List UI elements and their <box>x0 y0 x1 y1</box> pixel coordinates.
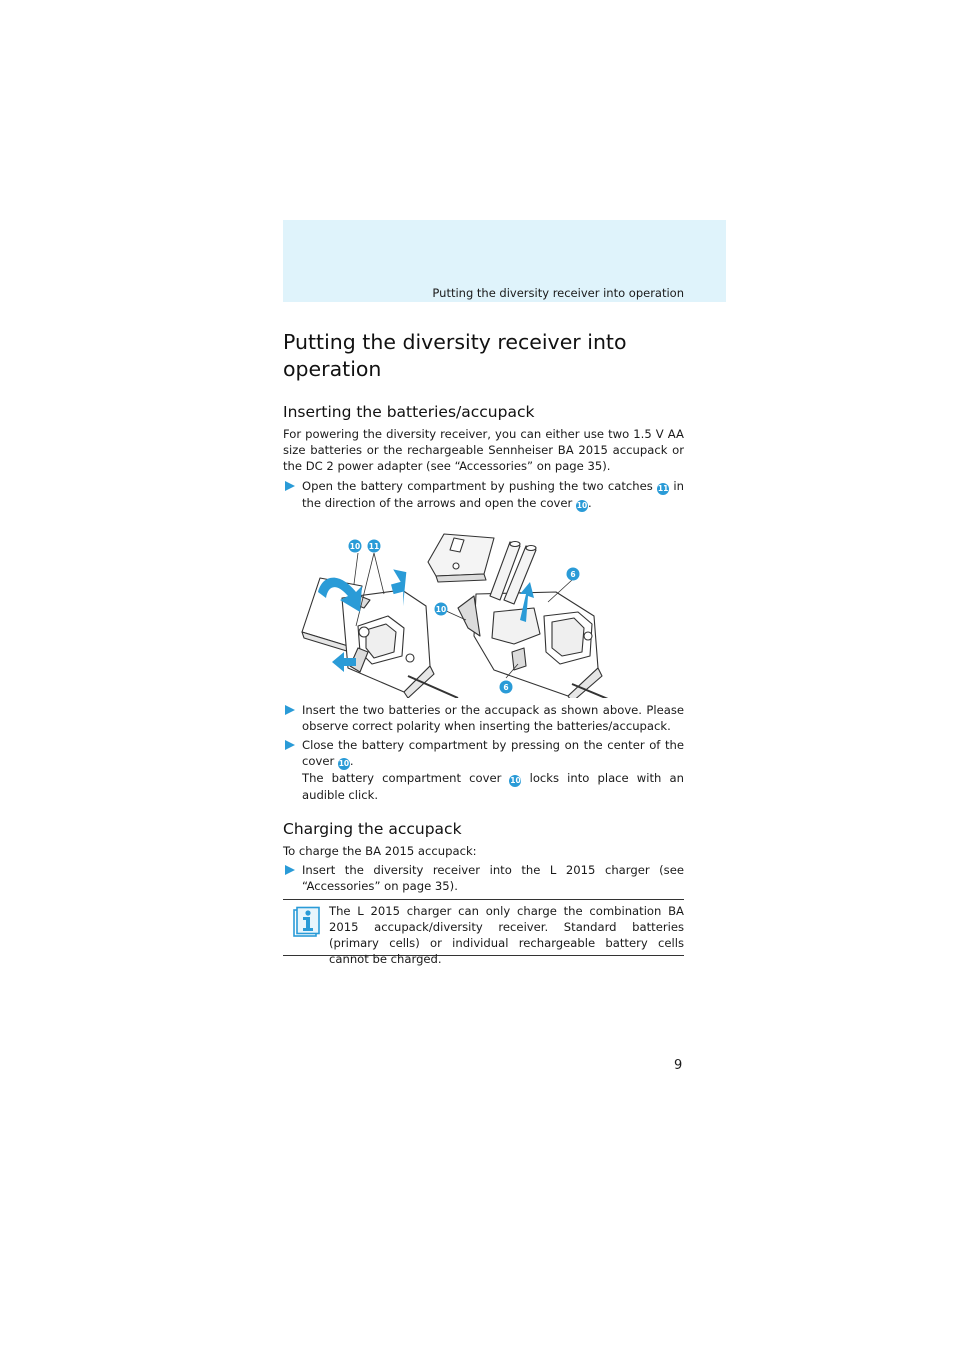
note-text: The L 2015 charger can only charge the combination BA 2015 accupack/diversity receiver. Standard batteries (primary cells) or individual rechargeable battery cells cannot be charged. <box>329 904 684 966</box>
callout-number: 10 <box>435 605 447 614</box>
step-text: locks into place with an audible click. <box>302 771 684 802</box>
section-batteries <box>283 402 684 512</box>
battery-illustration <box>298 516 620 698</box>
section-heading-charging: Charging the accupack <box>283 820 462 838</box>
step-text: . <box>588 496 592 510</box>
step-text: The battery compartment cover <box>302 771 502 785</box>
running-head: Putting the diversity receiver into operation <box>432 286 684 300</box>
batteries-intro: For powering the diversity receiver, you can either use two 1.5 V AA size batteries or the rechargeable Sennheiser BA 2015 accupack or the DC 2 power adapter (see “Accessories” on page 35). <box>283 427 684 473</box>
triangle-arrow-icon <box>285 705 295 715</box>
triangle-arrow-icon <box>285 481 295 491</box>
step-insert-charger <box>283 862 684 894</box>
section-heading-batteries: Inserting the batteries/accupack <box>283 403 535 421</box>
header-band <box>283 220 726 302</box>
note-box <box>283 899 684 966</box>
callout-number: 11 <box>368 542 380 551</box>
triangle-arrow-icon <box>285 740 295 750</box>
section-charging <box>283 819 684 894</box>
page-title: Putting the diversity receiver into operation <box>283 330 627 381</box>
page-title-block <box>283 329 684 383</box>
step-result <box>302 770 684 803</box>
step-text: Insert the two batteries or the accupack as shown above. Please observe correct polarity when inserting the batteries/accupack. <box>302 703 684 733</box>
callout-number: 6 <box>503 683 509 692</box>
callout-number: 10 <box>510 776 521 785</box>
step-text: Close the battery compartment by pressing on the center of the cover <box>302 738 684 768</box>
step-open-compartment <box>283 478 684 512</box>
step-insert-batteries <box>283 702 684 734</box>
step-close-compartment <box>283 737 684 803</box>
step-text: . <box>349 754 354 768</box>
callout-number: 10 <box>338 759 350 768</box>
callout-number: 6 <box>570 570 576 579</box>
page-number: 9 <box>674 1058 683 1073</box>
triangle-arrow-icon <box>285 865 295 875</box>
charging-intro: To charge the BA 2015 accupack: <box>283 844 477 858</box>
callout-number: 11 <box>657 484 669 493</box>
callout-number: 10 <box>576 501 588 510</box>
step-text: Open the battery compartment by pushing the two catches <box>302 479 653 493</box>
info-icon <box>292 906 320 938</box>
callout-number: 10 <box>349 542 361 551</box>
step-text: Insert the diversity receiver into the L 2015 charger (see “Accessories” on page 35). <box>302 863 684 893</box>
section-batteries-continued <box>283 702 684 803</box>
step-text: in the direction of the arrows and open the cover <box>302 479 684 510</box>
